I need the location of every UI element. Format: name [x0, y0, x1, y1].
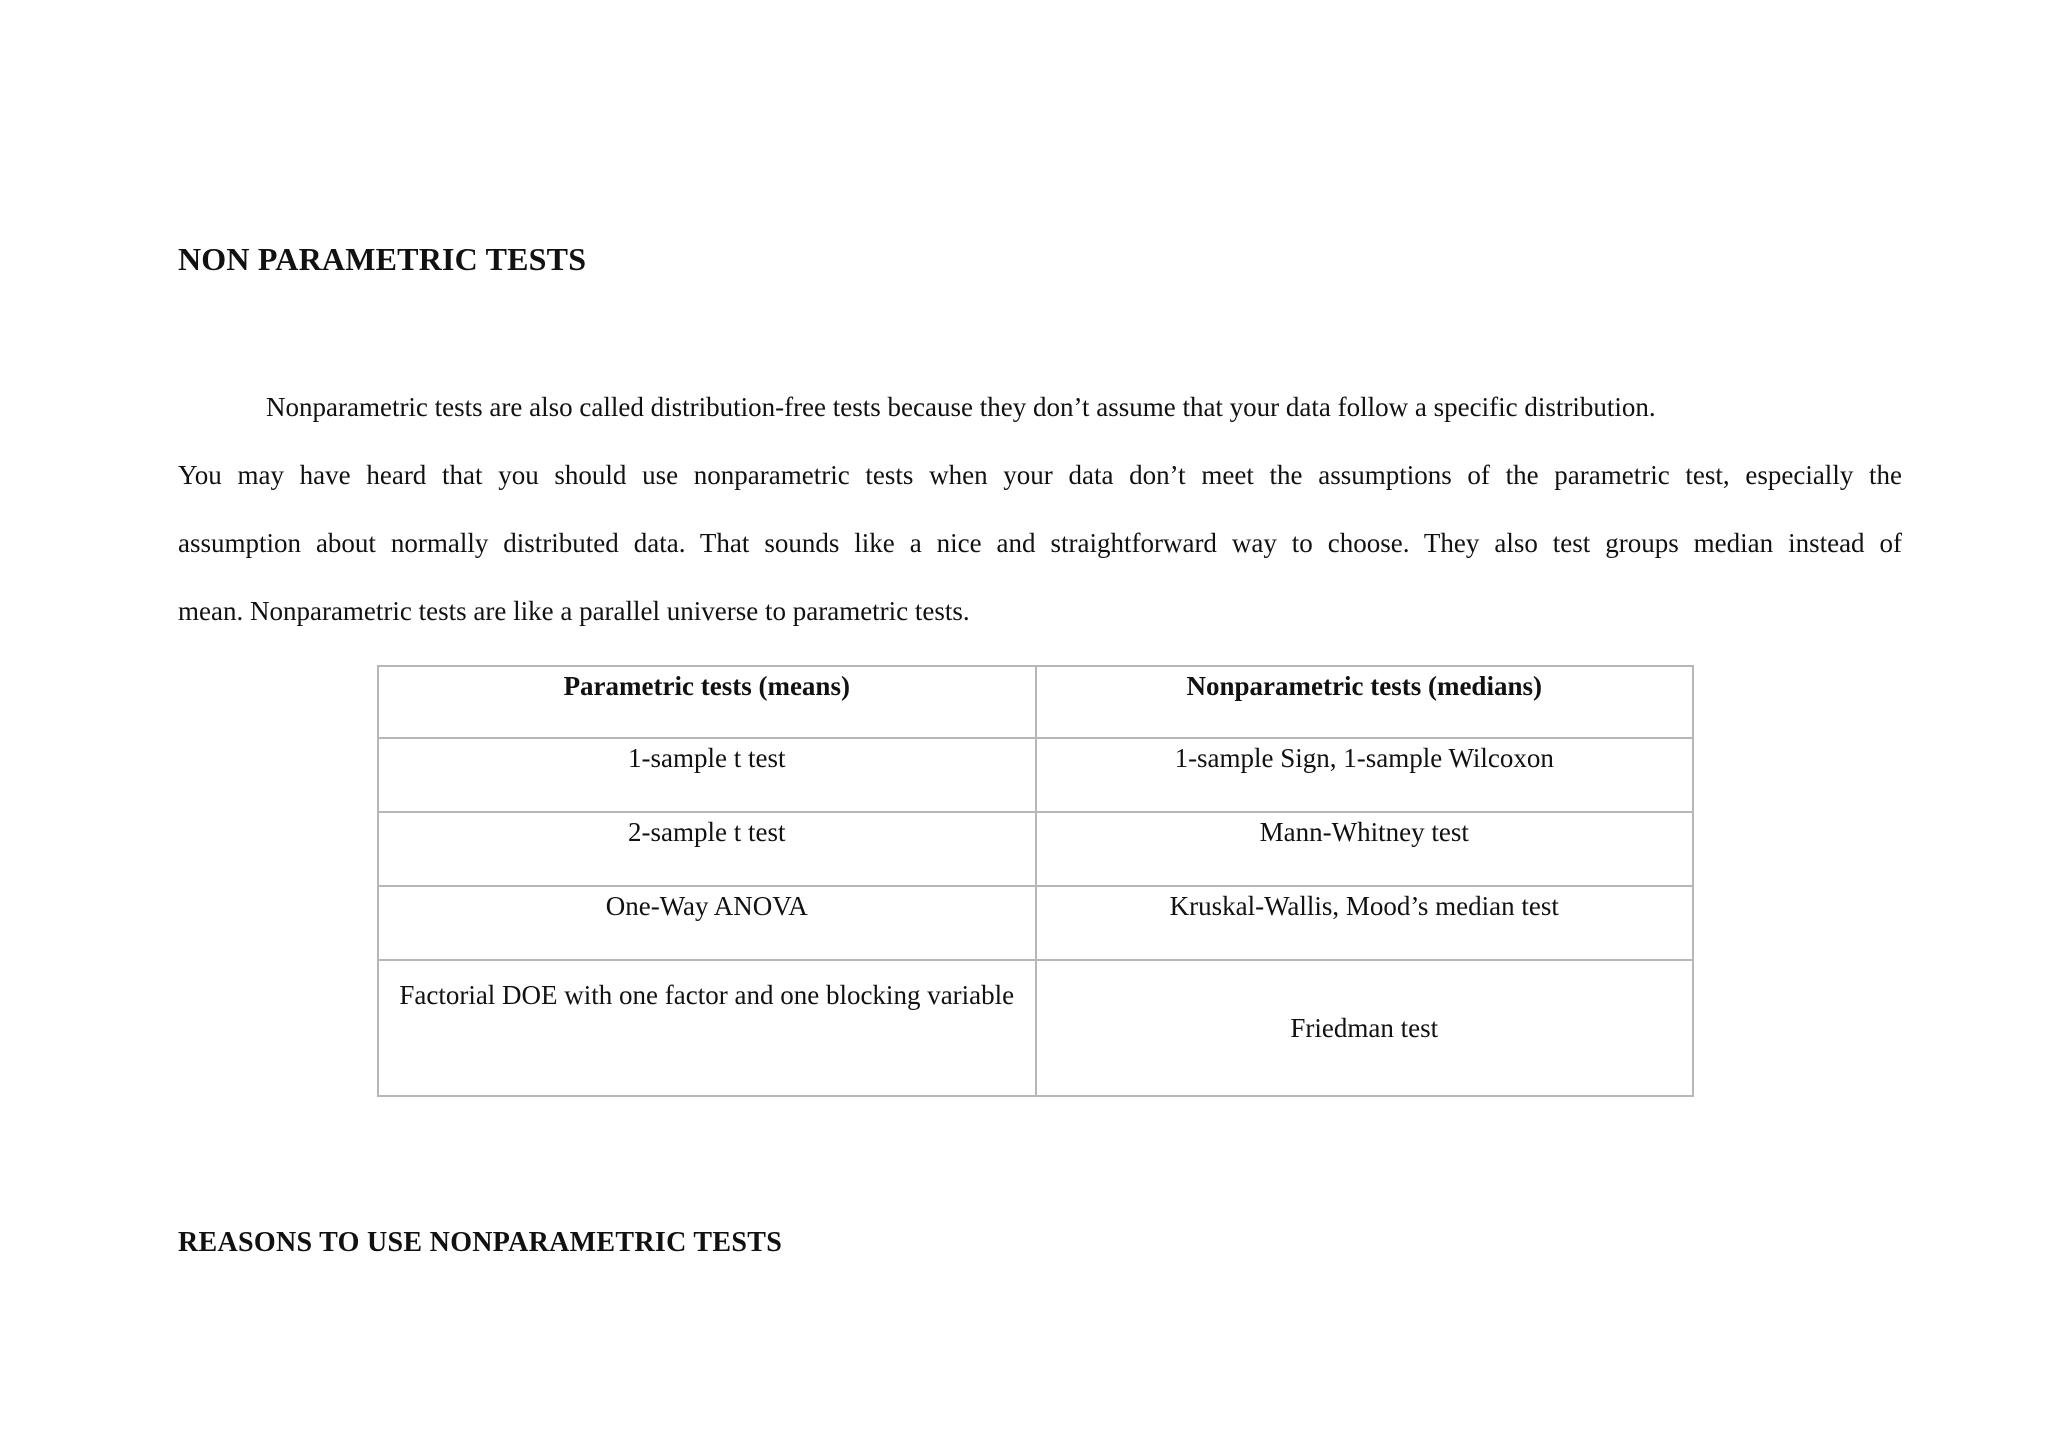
section-heading: REASONS TO USE NONPARAMETRIC TESTS	[178, 1227, 783, 1258]
table-row	[378, 738, 1693, 812]
intro-line: You may have heard that you should use nonparametric tests when your data don’t meet the assumptions of the parametric test, especially the	[178, 460, 1902, 490]
table-cell: Friedman test	[1036, 960, 1694, 1096]
table-header-row	[378, 666, 1693, 738]
table-cell: 2-sample t test	[378, 812, 1036, 886]
table-cell: One-Way ANOVA	[378, 886, 1036, 960]
table-cell: Kruskal-Wallis, Mood’s median test	[1036, 886, 1694, 960]
intro-paragraph	[178, 373, 1902, 645]
column-header-nonparametric: Nonparametric tests (medians)	[1036, 666, 1694, 738]
intro-line: assumption about normally distributed data. That sounds like a nice and straightforward way to choose. They also test groups median instead of	[178, 528, 1902, 558]
table-cell: 1-sample Sign, 1-sample Wilcoxon	[1036, 738, 1694, 812]
table-row	[378, 812, 1693, 886]
page-title: NON PARAMETRIC TESTS	[178, 241, 587, 277]
tests-comparison-table	[377, 665, 1694, 1097]
table-cell: Factorial DOE with one factor and one blocking variable	[378, 960, 1036, 1096]
column-header-parametric: Parametric tests (means)	[378, 666, 1036, 738]
intro-line: Nonparametric tests are also called distribution-free tests because they don’t assume that your data follow a specific distribution.	[266, 392, 1656, 422]
table-cell: Mann-Whitney test	[1036, 812, 1694, 886]
table-row	[378, 886, 1693, 960]
intro-line: mean. Nonparametric tests are like a parallel universe to parametric tests.	[178, 596, 970, 626]
table-row	[378, 960, 1693, 1096]
table-cell: 1-sample t test	[378, 738, 1036, 812]
